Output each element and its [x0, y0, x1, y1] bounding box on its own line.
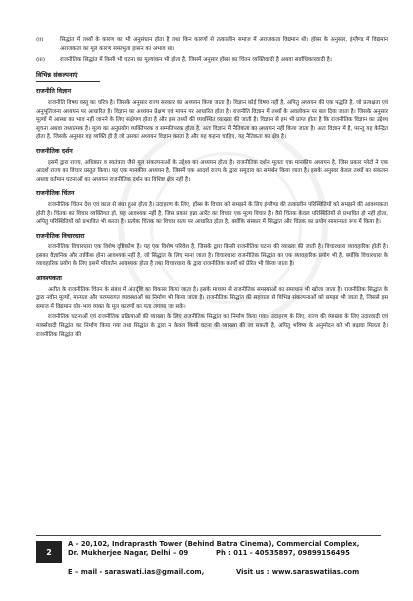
footer-website: Visit us : www.saraswatiias.com	[236, 568, 360, 576]
section-title: विभिन्न संकल्पनाएं	[36, 70, 78, 79]
page-number: 2	[36, 541, 62, 563]
paragraph: राजनीतिक विचारधारा एक विशेष दृष्टिकोण है। यह एक विशेष परिवेश है, जिसके द्वारा किसी राजनीतिक घटना की व्याख्या की जाती है। विचारधारा व्यावहारिक होती है। इसका वैज्ञानिक और तार्किक होना आवश्यक नहीं है, जो सिद्धांत के लिए माना जाता है। विचारधारा राजनीतिक सिद्धांत का एक व्यावहारिक प्रयोग भी है, क्योंकि विचारधारा के व्यावहारिक प्रयोग के लिए इसमें परिवर्तन आवश्यक होता है तथा विचारधारा के द्वारा राजनीतिक कार्यों को प्रेरित भी किया जाता है।	[36, 244, 388, 268]
list-item-number: (iii)	[36, 57, 46, 64]
heading-political-philosophy: राजनीतिक दर्शन	[36, 147, 73, 155]
heading-political-thought: राजनीतिक चिंतन	[36, 190, 75, 198]
footer-divider	[36, 535, 381, 536]
list-item	[36, 56, 388, 65]
heading-political-ideology: राजनीतिक विचारधारा	[36, 232, 85, 240]
page-footer	[0, 535, 413, 601]
list-item-text: राजनीतिक सिद्धांत में किसी भी घटना का मूल्यांकन भी होता है, जिसमें अनुसार हॉब्स का चिंतन व्यक्तिवादी है अथवा सर्वाधिकारवादी है।	[60, 57, 332, 64]
section-title-underline	[36, 81, 100, 82]
heading-political-science: राजनीति विज्ञान	[36, 88, 72, 96]
footer-address-line1: A - 20,102, Indraprasth Tower (Behind Batra Cinema), Commercial Complex,	[68, 540, 360, 548]
heading-necessity: आवश्यकता	[36, 275, 62, 283]
paragraph: अतीत के राजनीतिक चिंतन के संबंध में अंतर्दृष्टि का विकास किया जाता है। इसके माध्यम से राजनीतिक समस्याओं का समाधान भी खोजा जाता है। राजनीतिक सिद्धांत के द्वारा नवीन मूल्यों, मान्यता और परम्परागत व्यवस्थाओं का निर्माण भी किया जाता है। राजनीतिक सिद्धांत की सहायता से विभिन्न संकल्पनाओं को समझा भी जाता है, जिससे इस समाज में विद्यमान घोर-भाव व्यक्त के मूल कारणों का पता लगाया जा सके।	[36, 286, 388, 310]
footer-email: E – mail - saraswati.ias@gmail.com,	[68, 568, 205, 576]
paragraph: इसमें द्वारा राज्य, अधिकार व स्वतंत्रता जैसे मूल संकल्पनाओं के उद्देश्य का अध्ययन होता है। राजनीतिक दर्शन मूलतः एक मानकीय अध्ययन है, जिस प्रकार प्लेटो ने एक आदर्श राज्य का विचार प्रस्तुत किया। यह एक मानकीय अध्ययन है, जिसमें एक आदर्श राज्य के द्वारा समुदाय का समर्थन किया जाता है। इसके अनुसार केवल तथ्यों का संकलन अथवा वर्तमान घटनाओं का अध्ययन राजनीतिक दर्शन का विशिष्ट क्षेत्र नहीं है।	[36, 159, 388, 183]
page-content	[36, 36, 388, 341]
paragraph: राजनीतिक घटनाओं एवं राजनीतिक प्रक्रियाओं की व्याख्या के लिए राजनीतिक सिद्धांत का निर्माण किया गया। उदाहरण के लिए, राज्य की व्याख्या के लिए उदारवादी एवं मार्क्सवादी सिद्धांत का निर्माण किया गया तथा सिद्धांत के द्वारा न केवल किसी घटना की व्याख्या की जा सकती है, अपितु भविष्य के अनुमोदन को भी बढ़ावा मिलता है। राजनीतिक सिद्धांत की	[36, 314, 388, 338]
paragraph: राजनीतिक चिंतन देश एवं काल से बंधा हुआ होता है। उदाहरण के लिए, हॉब्स के विचार को समझने के लिए इंग्लैण्ड की तत्कालीन परिस्थितियों को समझने की आवश्यकता होती है। चिंतक का विचार व्यक्तिगत हो, यह आवश्यक नहीं है, जिस प्रकार हन्ना आरेंट का विचार एक मूल्य विचार है। वैसे चिंतक केवल परिस्थितियों से प्रभावित हो नहीं होता, अपितु परिस्थितियों को प्रभावित भी करता है। प्रत्येक चिंतक का विचार सत्य पर आधारित होता है, क्योंकि संस्कार में सिद्धांत और चिंतक का प्रयोग सामान्यतः रूप में किया है।	[36, 201, 388, 226]
list-item-number: (ii)	[36, 37, 44, 43]
footer-phone: Ph : 011 - 40535897, 09899156495	[216, 549, 350, 557]
paragraph: राजनीति विषय वस्तु का चरित्र है। जिसके अनुसार राज्य सरकार का अध्ययन किया जाता है। विज्ञान कोई विषय नहीं है, अपितु अध्ययन की एक पद्धति है, जो प्रत्यक्षता एवं अनुभूतिजन्य अध्ययन पर आधारित है। विज्ञान का अध्ययन प्रेक्षण एवं मापन पर आधारित होता है। राजनीति विज्ञान में तथ्यों के अवलोकन पर बल दिया जाता है। जिसके अनुसार मूल्यों में आस्था का भाव नहीं जानने के लिए संक्षेपण होता है और इस तथ्यों की व्यवस्थित व्याख्या की जाती है। विज्ञान से हम भी प्राप्त होता है कि राजनीतिक विज्ञान का उद्देश्य सूचना अथवा तथ्यात्मक है। मूल्य का अनुप्रयोग व्यक्तिपरक व सम्मतिपरक होता है, अतः विज्ञान में नैतिकता का अध्ययन नहीं किया जाता है। अतः विज्ञान में है, परन्तु यह केन्द्रित होता है, जिसके अनुसार वह व्यक्ति ही है जो उसका अध्ययन विज्ञान करता है और यह कहना चाहिए, यह नैतिकता का क्षेत्र है।	[36, 99, 388, 141]
list-item-text: सिद्धांत में तथ्यों के कारण का भी अनुसंधान होता है तथा किन कारणों से तत्कालीन समाज में अराजकता विद्यमान थी। हॉब्स के अनुसार, इंग्लैण्ड में विद्यमान अराजकता का मूल कारण सम्प्रभुता हासन का अभाव था।	[60, 37, 388, 52]
list-item	[36, 36, 388, 53]
footer-address-line2: Dr. Mukherjee Nagar, Delhi – 09	[68, 549, 189, 557]
